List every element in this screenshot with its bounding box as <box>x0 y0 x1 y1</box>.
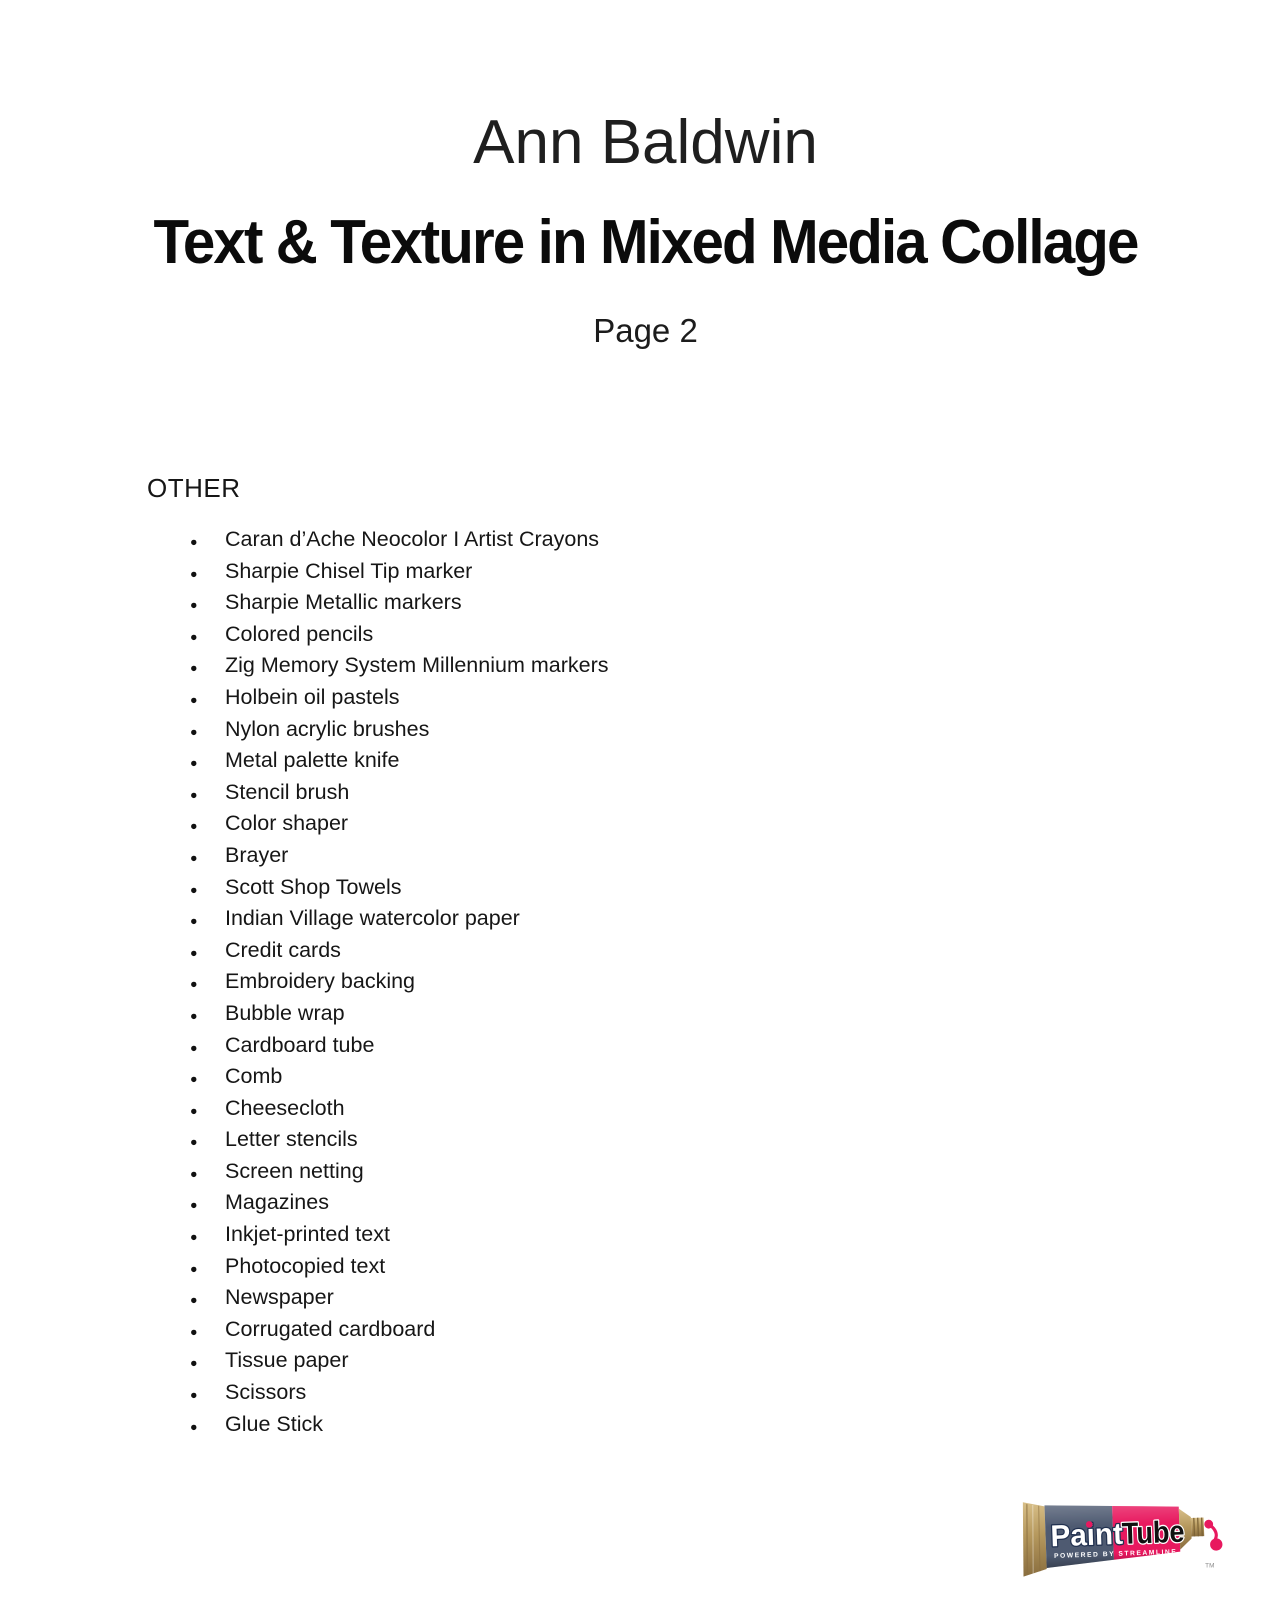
list-item-label: Sharpie Metallic markers <box>225 590 462 615</box>
page-number-label: Page 2 <box>593 312 698 349</box>
bullet-icon: ● <box>190 1135 198 1150</box>
list-item <box>190 619 608 651</box>
materials-list <box>190 524 608 1440</box>
list-item <box>190 903 608 935</box>
bullet-icon: ● <box>190 535 198 549</box>
logo-text-tube: Tube <box>1121 1515 1193 1551</box>
list-item <box>190 966 608 998</box>
bullet-icon: ● <box>190 1388 198 1403</box>
list-item <box>190 1187 608 1219</box>
list-item-label: Inkjet-printed text <box>225 1222 390 1247</box>
list-item-label: Comb <box>225 1064 283 1089</box>
list-item-label: Colored pencils <box>225 621 374 646</box>
list-item <box>190 998 608 1030</box>
list-item-label: Bubble wrap <box>225 1000 345 1025</box>
list-item-label: Caran d’Ache Neocolor I Artist Crayons <box>225 527 600 551</box>
list-item <box>190 714 608 746</box>
list-item-label: Letter stencils <box>225 1127 358 1152</box>
list-item-label: Screen netting <box>225 1158 364 1183</box>
list-item-label: Sharpie Chisel Tip marker <box>225 558 473 583</box>
bullet-icon: ● <box>190 1293 198 1308</box>
list-item-label: Newspaper <box>225 1285 334 1310</box>
bullet-icon: ● <box>190 1166 198 1181</box>
bullet-icon: ● <box>190 1103 198 1118</box>
bullet-icon: ● <box>190 819 198 834</box>
list-item-label: Photocopied text <box>225 1253 386 1278</box>
bullet-icon: ● <box>190 566 198 581</box>
painttube-logo-graphic <box>1013 1491 1231 1583</box>
list-item-label: Glue Stick <box>225 1411 323 1436</box>
bullet-icon: ● <box>190 977 198 992</box>
list-item <box>190 650 608 682</box>
bullet-icon: ● <box>190 850 198 865</box>
list-item <box>190 745 608 777</box>
list-item-label: Color shaper <box>225 811 349 836</box>
section-heading-other: OTHER <box>147 473 241 503</box>
list-item-label: Brayer <box>225 842 289 867</box>
list-item <box>190 1314 608 1346</box>
bullet-icon: ● <box>190 724 198 739</box>
list-item <box>190 1061 608 1093</box>
list-item-label: Cheesecloth <box>225 1095 345 1120</box>
list-item-label: Zig Memory System Millennium markers <box>225 653 609 678</box>
list-item <box>190 682 608 714</box>
document-title: Text & Texture in Mixed Media Collage <box>153 208 1138 277</box>
author-name: Ann Baldwin <box>473 108 818 177</box>
bullet-icon: ● <box>190 1324 198 1339</box>
bullet-icon: ● <box>190 756 198 771</box>
list-item <box>190 1124 608 1156</box>
bullet-icon: ● <box>190 1230 198 1245</box>
list-item-label: Cardboard tube <box>225 1032 375 1057</box>
list-item-label: Magazines <box>225 1190 329 1215</box>
list-item <box>190 872 608 904</box>
list-item-label: Metal palette knife <box>225 748 400 773</box>
bullet-icon: ● <box>190 914 198 929</box>
list-item <box>190 587 608 619</box>
list-item-label: Indian Village watercolor paper <box>225 906 520 931</box>
list-item-label: Tissue paper <box>225 1348 349 1373</box>
bullet-icon: ● <box>190 1419 198 1434</box>
list-item-label: Embroidery backing <box>225 969 416 994</box>
list-item-label: Holbein oil pastels <box>225 684 400 709</box>
bullet-icon: ● <box>190 945 198 960</box>
list-item <box>190 1282 608 1314</box>
tube-crimp <box>1021 1502 1047 1577</box>
list-item <box>190 1251 608 1283</box>
bullet-icon: ● <box>190 661 198 676</box>
bullet-icon: ● <box>190 1072 198 1087</box>
bullet-icon: ● <box>190 692 198 707</box>
logo-tagline: POWERED BY STREAMLINE <box>1054 1548 1178 1560</box>
list-item-label: Corrugated cardboard <box>225 1316 436 1341</box>
list-item <box>190 1030 608 1062</box>
bullet-icon: ● <box>190 629 198 644</box>
list-item-label: Scissors <box>225 1380 307 1405</box>
bullet-icon: ● <box>190 1008 198 1023</box>
painttube-logo <box>1013 1491 1231 1583</box>
list-item <box>190 1345 608 1377</box>
list-item <box>190 1377 608 1409</box>
bullet-icon: ● <box>190 1356 198 1371</box>
list-item <box>190 935 608 967</box>
list-item <box>190 1156 608 1188</box>
list-item <box>190 1409 608 1441</box>
list-item-label: Stencil brush <box>225 779 350 804</box>
paint-drop-icon <box>1210 1538 1223 1551</box>
bullet-icon: ● <box>190 882 198 897</box>
list-item <box>190 524 608 556</box>
logo-text-paint: Paint <box>1049 1517 1126 1554</box>
bullet-icon: ● <box>190 1040 198 1055</box>
trademark-label: TM <box>1205 1562 1215 1570</box>
bullet-icon: ● <box>190 787 198 802</box>
list-item <box>190 1219 608 1251</box>
list-item-label: Nylon acrylic brushes <box>225 716 430 741</box>
list-item <box>190 556 608 588</box>
bullet-icon: ● <box>190 1198 198 1213</box>
bullet-icon: ● <box>190 598 198 613</box>
list-item <box>190 840 608 872</box>
list-item-label: Credit cards <box>225 937 341 962</box>
list-item <box>190 1093 608 1125</box>
list-item-label: Scott Shop Towels <box>225 874 402 899</box>
list-item <box>190 777 608 809</box>
bullet-icon: ● <box>190 1261 198 1276</box>
list-item <box>190 808 608 840</box>
